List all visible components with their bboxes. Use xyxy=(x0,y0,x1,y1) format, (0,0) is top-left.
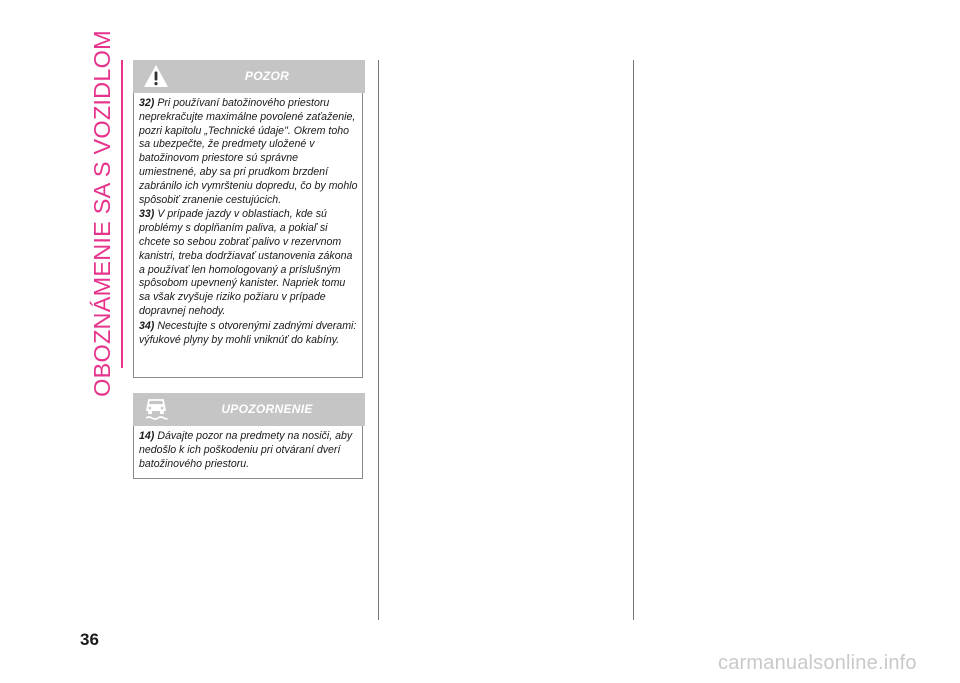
note-number: 14) xyxy=(139,430,155,442)
warning-banner xyxy=(133,60,365,93)
section-divider xyxy=(121,60,123,368)
list-item xyxy=(139,430,358,471)
note-text: Dávajte pozor na predmety na nosiči, aby nedošlo k ich poškodeniu pri otváraní dverí batožinového priestoru. xyxy=(139,430,353,470)
note-number: 32) xyxy=(139,97,155,109)
column-divider xyxy=(378,60,379,620)
caution-banner xyxy=(133,393,365,426)
caution-box xyxy=(133,426,363,479)
list-item xyxy=(139,208,358,318)
warning-box xyxy=(133,93,363,378)
list-item xyxy=(139,97,358,207)
section-title xyxy=(85,29,119,397)
note-number: 34) xyxy=(139,319,155,332)
column-divider xyxy=(633,60,634,620)
car-caution-icon xyxy=(143,396,169,422)
footer-watermark[interactable]: carmanualsonline.info xyxy=(718,652,917,674)
note-text: Necestujte s otvorenými zadnými dverami: výfukové plyny by mohli vniknúť do kabíny. xyxy=(139,319,357,346)
section-title-text: OBOZNÁMENIE SA S VOZIDLOM xyxy=(88,29,115,397)
note-text: Pri používaní batožinového priestoru neprekračujte maximálne povolené zaťaženie, pozri kapitolu „Technické údaje". Okrem toho sa ubezpečte, že predmety uložené v batožinovom priestore sú správne umiestnené, aby sa pri prudkom brzdení zabránilo ich vymršteniu dopredu, čo by mohlo spôsobiť zranenie cestujúcich. xyxy=(139,97,358,206)
list-item xyxy=(139,320,358,348)
caution-title: UPOZORNENIE xyxy=(221,402,313,416)
note-text: V prípade jazdy v oblastiach, kde sú problémy s doplňaním paliva, a pokiaľ si chcete so sebou zobrať palivo v rezervnom kanistri, treba dodržiavať ustanovenia zákona a používať len homologovaný a príslušným spôsobom upevnený kanister. Napriek tomu sa však zvyšuje riziko požiaru v prípade dopravnej nehody. xyxy=(139,208,353,317)
warning-title: POZOR xyxy=(244,69,290,83)
warning-triangle-icon xyxy=(143,63,169,89)
note-number: 33) xyxy=(139,208,155,221)
page-number: 36 xyxy=(80,630,99,649)
